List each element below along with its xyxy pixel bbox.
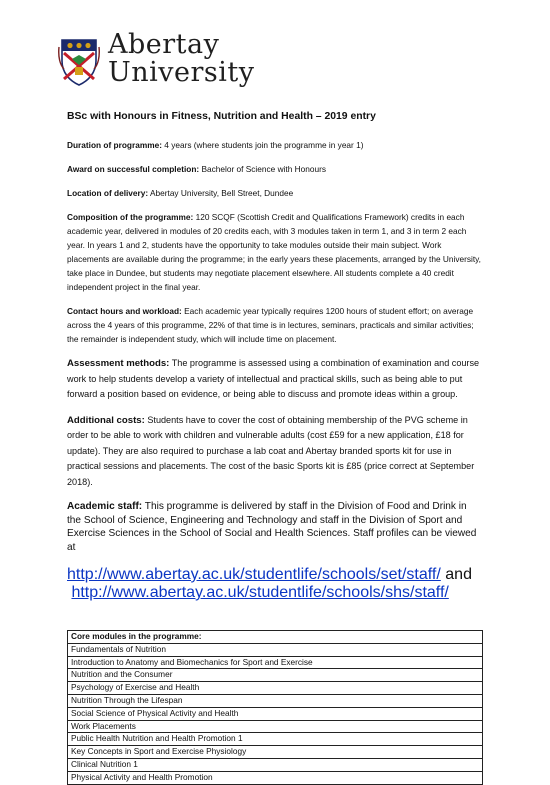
duration-paragraph bbox=[67, 138, 483, 152]
contact-paragraph bbox=[67, 304, 483, 346]
table-row bbox=[68, 694, 483, 707]
module-name-cell: Physical Activity and Health Promotion bbox=[68, 771, 483, 784]
costs-paragraph bbox=[67, 413, 483, 491]
university-logo bbox=[58, 29, 288, 99]
location-text: Abertay University, Bell Street, Dundee bbox=[148, 188, 294, 198]
assessment-label: Assessment methods: bbox=[67, 358, 170, 369]
staff-link-row-1 bbox=[67, 566, 483, 584]
location-paragraph bbox=[67, 186, 483, 200]
module-name-cell: Work Placements bbox=[68, 720, 483, 733]
wordmark-line-2: University bbox=[108, 57, 255, 88]
award-label: Award on successful completion: bbox=[67, 164, 200, 174]
module-name-cell: Clinical Nutrition 1 bbox=[68, 758, 483, 771]
table-row bbox=[68, 720, 483, 733]
staff-label: Academic staff: bbox=[67, 501, 143, 512]
table-row bbox=[68, 707, 483, 720]
table-row bbox=[68, 682, 483, 695]
table-row bbox=[68, 746, 483, 759]
costs-label: Additional costs: bbox=[67, 414, 145, 426]
module-name-cell: Fundamentals of Nutrition bbox=[68, 643, 483, 656]
award-paragraph bbox=[67, 162, 483, 176]
modules-header-row bbox=[68, 631, 483, 644]
table-row bbox=[68, 669, 483, 682]
module-name-cell: Social Science of Physical Activity and Health bbox=[68, 707, 483, 720]
staff-link-shs[interactable]: http://www.abertay.ac.uk/studentlife/schools/shs/staff/ bbox=[71, 584, 449, 601]
wordmark-line-1: Abertay bbox=[108, 29, 220, 60]
table-row bbox=[68, 758, 483, 771]
module-name-cell: Introduction to Anatomy and Biomechanics for Sport and Exercise bbox=[68, 656, 483, 669]
staff-link-row-2 bbox=[67, 584, 483, 602]
contact-label: Contact hours and workload: bbox=[67, 306, 182, 316]
location-label: Location of delivery: bbox=[67, 188, 149, 198]
composition-text: 120 SCQF (Scottish Credit and Qualifications Framework) credits in each academic year, delivered in modules of 20 credits each, with 3 modules taken in term 1, and 3 in term 2 each year. In years 1 and 2, students have the opportunity to take modules outside their main subject. Work placements are available during the programme; in the early years these placements, arranged by the University, take place in Dundee, but students may negotiate placement elsewhere. All students complete a 40 credit independent project in the final year. bbox=[67, 212, 481, 292]
staff-paragraph bbox=[67, 500, 483, 554]
table-row bbox=[68, 733, 483, 746]
table-row bbox=[68, 771, 483, 784]
costs-text: Students have to cover the cost of obtaining membership of the PVG scheme in order to be able to work with children and vulnerable adults (cost £59 for a new application, £18 for update). They are also required to purchase a lab coat and Abertay branded sports kit for use in practical sessions and placements. The cost of the basic Sports kit is £85 (price correct at September 2018). bbox=[67, 414, 475, 487]
assessment-paragraph bbox=[67, 356, 483, 403]
page-title: BSc with Honours in Fitness, Nutrition and Health – 2019 entry bbox=[67, 111, 376, 122]
staff-link-set[interactable]: http://www.abertay.ac.uk/studentlife/schools/set/staff/ bbox=[67, 566, 441, 583]
module-name-cell: Nutrition Through the Lifespan bbox=[68, 694, 483, 707]
modules-header-cell: Core modules in the programme: bbox=[68, 631, 483, 644]
table-row bbox=[68, 643, 483, 656]
assessment-text: The programme is assessed using a combination of examination and course work to help students develop a variety of intellectual and practical skills, such as being able to put forward a position based on evidence, or being able to discuss and promote ideas within a group. bbox=[67, 358, 480, 399]
university-wordmark bbox=[108, 31, 255, 87]
core-modules-table bbox=[67, 630, 483, 785]
document-body bbox=[67, 110, 483, 618]
modules-table-body bbox=[68, 631, 483, 785]
duration-label: Duration of programme: bbox=[67, 140, 162, 150]
module-name-cell: Nutrition and the Consumer bbox=[68, 669, 483, 682]
contact-text: Each academic year typically requires 1200 hours of student effort; on average across the 4 years of this programme, 22% of that time is in lectures, seminars, practicals and similar activities; the remainder is independent study, which will include time on placement. bbox=[67, 306, 474, 344]
table-row bbox=[68, 656, 483, 669]
duration-text: 4 years (where students join the programme in year 1) bbox=[161, 140, 364, 150]
award-text: Bachelor of Science with Honours bbox=[199, 164, 326, 174]
module-name-cell: Key Concepts in Sport and Exercise Physiology bbox=[68, 746, 483, 759]
composition-paragraph bbox=[67, 210, 483, 294]
composition-label: Composition of the programme: bbox=[67, 212, 194, 222]
staff-and-text: and bbox=[440, 566, 472, 583]
university-crest-icon bbox=[58, 37, 100, 87]
module-name-cell: Public Health Nutrition and Health Promotion 1 bbox=[68, 733, 483, 746]
staff-text: This programme is delivered by staff in the Division of Food and Drink in the School of Science, Engineering and Technology and staff in the Division of Sport and Exercise Sciences in the School of Social and Health Sciences. Staff profiles can be viewed at bbox=[67, 501, 477, 553]
module-name-cell: Psychology of Exercise and Health bbox=[68, 682, 483, 695]
